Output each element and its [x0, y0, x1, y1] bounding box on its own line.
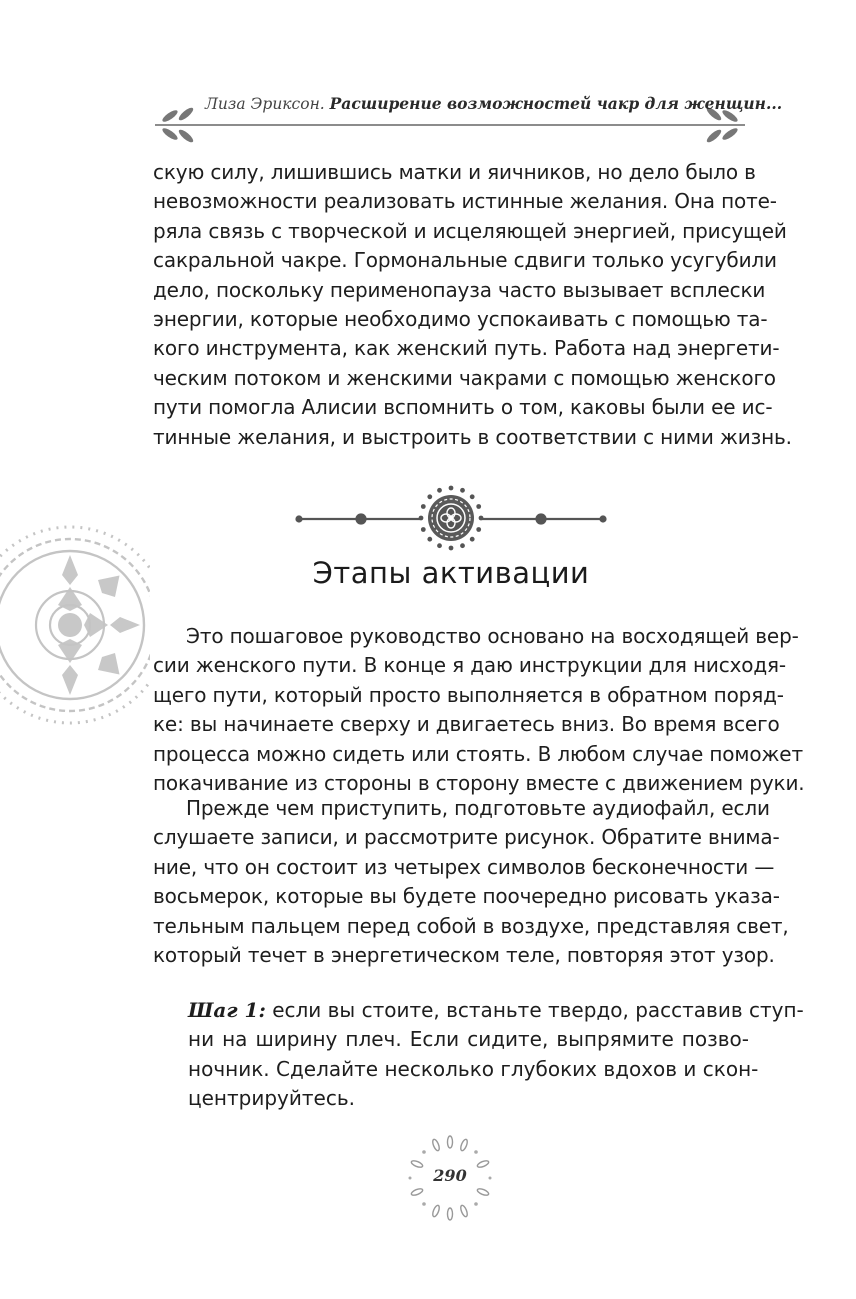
- text-line: который течет в энергетическом теле, повторяя этот узор.: [153, 943, 775, 968]
- header-author: Лиза Эриксон.: [205, 95, 325, 113]
- paragraph-1: [153, 158, 792, 452]
- text-line: восьмерок, которые вы будете поочередно рисовать указа-: [153, 884, 780, 909]
- running-header: [150, 84, 783, 144]
- text-line: щего пути, который просто выполняется в обратном поряд-: [153, 682, 784, 707]
- text-line: ряла связь с творческой и исцеляющей энергией, присущей: [153, 218, 787, 243]
- paragraph-3: [153, 794, 789, 970]
- text-line: тельным пальцем перед собой в воздухе, представляя свет,: [153, 913, 789, 938]
- step-1-first-line: [188, 996, 804, 1025]
- text-line: невозможности реализовать истинные желания. Она поте-: [153, 189, 777, 214]
- text-line: сии женского пути. В конце я даю инструкции для нисходя-: [153, 653, 786, 678]
- text-line: ке: вы начинаете сверху и двигаетесь вниз. Во время всего: [153, 712, 780, 737]
- step-1: [188, 996, 804, 1114]
- text-line: слушаете записи, и рассмотрите рисунок. Обратите внима-: [153, 825, 780, 850]
- mandala-decoration: [0, 520, 150, 730]
- page-number: 290: [433, 1166, 467, 1185]
- step-1-text: если вы стоите, встаньте твердо, расставив ступ-: [265, 998, 804, 1022]
- text-line: скую силу, лишившись матки и яичников, но дело было в: [153, 160, 756, 184]
- text-line: дело, поскольку перименопауза часто вызывает всплески: [153, 277, 766, 302]
- step-1-label: Шаг 1:: [188, 998, 266, 1022]
- header-vine-ornament: [150, 84, 750, 144]
- page-number-badge: [400, 1128, 500, 1228]
- header-book-title: Расширение возможностей чакр для женщин...: [329, 94, 783, 113]
- text-line: сакральной чакре. Гормональные сдвиги только усугубили: [153, 248, 777, 273]
- text-line: ние, что он состоит из четырех символов бесконечности —: [153, 854, 775, 879]
- text-line: кого инструмента, как женский путь. Работа над энергети-: [153, 336, 780, 361]
- text-line: пути помогла Алисии вспомнить о том, каковы были ее ис-: [153, 395, 773, 420]
- text-line: ночник. Сделайте несколько глубоких вдохов и скон-: [188, 1056, 759, 1081]
- text-line: Это пошаговое руководство основано на восходящей вер-: [186, 624, 799, 648]
- paragraph-2: [153, 622, 805, 798]
- text-line: тинные желания, и выстроить в соответствии с ними жизнь.: [153, 424, 792, 449]
- section-title: Этапы активации: [312, 556, 590, 590]
- text-line: ческим потоком и женскими чакрами с помощью женского: [153, 365, 776, 390]
- text-line: процесса можно сидеть или стоять. В любом случае поможет: [153, 741, 803, 766]
- section-divider-ornament: [295, 482, 607, 552]
- text-line: ни на ширину плеч. Если сидите, выпрямите позво-: [188, 1027, 749, 1052]
- text-line: энергии, которые необходимо успокаивать с помощью та-: [153, 307, 768, 332]
- header-text: [205, 94, 783, 113]
- text-line: покачивание из стороны в сторону вместе с движением руки.: [153, 771, 805, 796]
- text-line: центрируйтесь.: [188, 1086, 355, 1111]
- text-line: Прежде чем приступить, подготовьте аудиофайл, если: [186, 796, 770, 820]
